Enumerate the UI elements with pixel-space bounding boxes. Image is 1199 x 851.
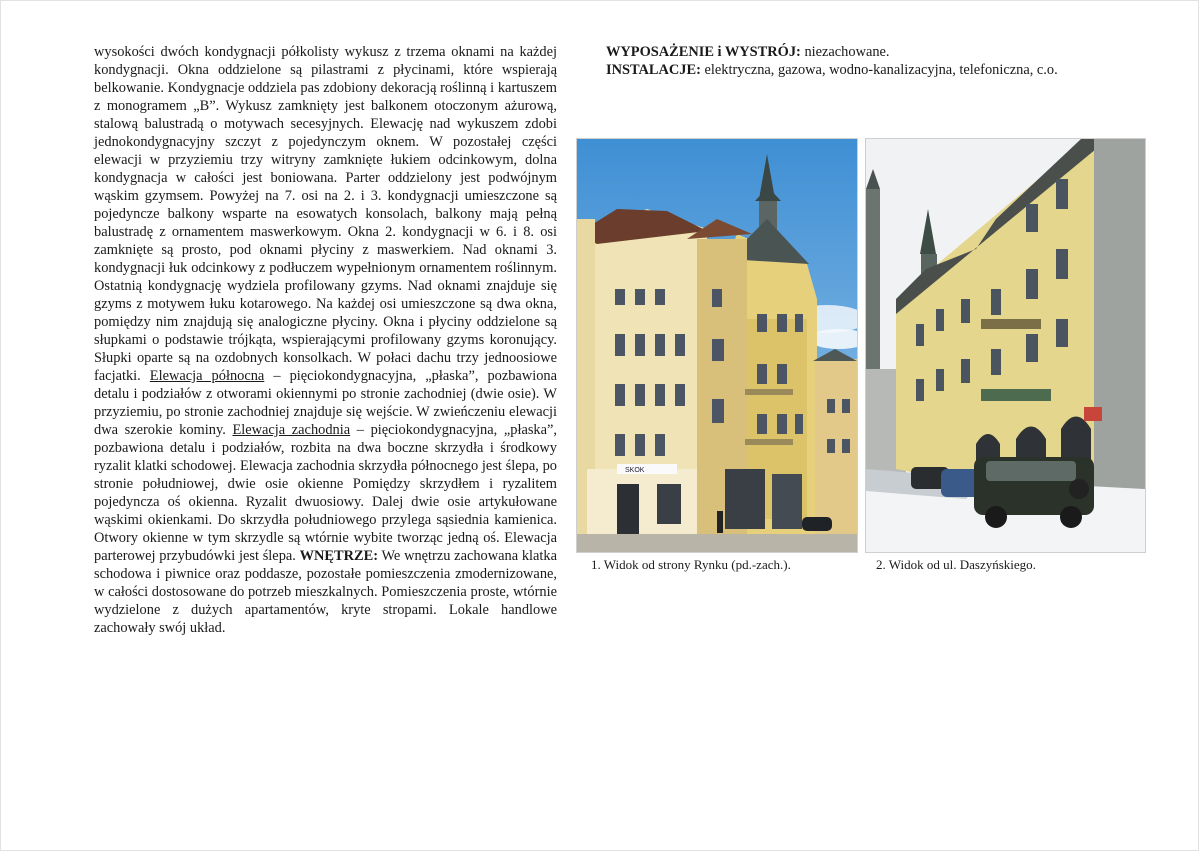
- photo-2-caption: 2. Widok od ul. Daszyńskiego.: [876, 557, 1036, 572]
- daszynskiego-view-image: [866, 139, 1145, 552]
- north-text: – pięciokondygnacyjna, „płaska”, pozbawiona detalu i podziałów z otworami okiennymi po stronie zachodniej (dwie osie). W przyziemiu, po stronie zachodniej znajduje się wejście. W zwieńczeniu elewacji dwa szerokie kominy.: [94, 368, 557, 438]
- equipment-line: [606, 43, 1066, 61]
- installations-value: elektryczna, gazowa, wodno-kanalizacyjna, telefoniczna, c.o.: [700, 62, 1058, 78]
- interior-heading: WNĘTRZE:: [299, 548, 379, 564]
- intro-text: wysokości dwóch kondygnacji półkolisty wykusz z trzema oknami na każdej kondygnacji. Okna oddzielone są pilastrami z płycinami, które wspierają belkowanie. Kondygnacje oddziela pas zdobiony dekoracją roślinną i kartuszem z monogramem „B”. Wykusz zamknięty jest balkonem otoczonym ażurową, stalową balustradą o motywach secesyjnych. Elewację nad wykuszem zdobi jednokondygnacyjny szczyt z pojedynczym oknem. W pozostałej części elewacji w przyziemiu trzy witryny zamknięte łukiem odcinkowym, dolna kondygnacja w całości jest boniowana. Parter oddzielony jest podwójnym wąskim gzymsem. Powyżej na 7. osi na 2. i 3. kondygnacji umieszczone są pojedyncze balkony wsparte na esowatych konsolach, balkony mają pełną balustradę z ornamentem maswerkowym. Okna 2. kondygnacji w 6. i 8. osi zamknięte są prosto, pod oknami płyciny z maswerkiem. Nad oknami 3. kondygnacji łuk odcinkowy z podłuczem wypełnionym ornamentem roślinnym. Ostatnią kondygnację wydziela profilowany gzyms. Nad oknami znajduje się gzyms z motywem łuku kotarowego. Na każdej osi umieszczone są dwa okna, pomiędzy nim znajdują się analogiczne płyciny. Okna i płyciny oddzielone są słupkami o podstawie trójkąta, wspierającymi profilowany gzyms koronujący. Słupki oparte są na ozdobnych konsolkach. W połaci dachu trzy jednoosiowe facjatki.: [94, 44, 557, 384]
- equipment-section: [606, 43, 1066, 79]
- north-heading: Elewacja północna: [149, 368, 265, 384]
- facade-description: [94, 43, 557, 637]
- installations-label: INSTALACJE:: [606, 62, 701, 78]
- equipment-label: WYPOSAŻENIE i WYSTRÓJ:: [606, 44, 801, 60]
- market-view-image: [577, 139, 857, 552]
- photo-daszynskiego-view: [865, 138, 1146, 553]
- photo-1-caption: 1. Widok od strony Rynku (pd.-zach.).: [591, 557, 791, 572]
- west-text: – pięciokondygnacyjna, „płaska”, pozbawiona detalu i podziałów, rozbita na dwa boczne skrzydła i środkowy ryzalit klatki schodowej. Elewacja zachodnia skrzydła północnego jest ślepa, po stronie południowej, dwie osie okienne Pomiędzy skrzydłem i ryzalitem pojedyncza oś okienna. Ryzalit dwuosiowy. Dalej dwie osie artykułowane wąskimi okienkami. Do skrzydła południowego przylega sąsiednia kamienica. Otwory okienne w tym skrzydle są wtórnie wybite tworząc jedną oś. Elewacja parterowej przybudówki jest ślepa.: [94, 422, 557, 564]
- west-heading: Elewacja zachodnia: [232, 422, 351, 438]
- interior-text: We wnętrzu zachowana klatka schodowa i piwnice oraz poddasze, pozostałe pomieszczenia zmodernizowane, w całości dostosowane do potrzeb mieszkalnych. Pomieszczenia proste, wtórnie wydzielone z dużych apartamentów, kryte stropami. Lokale handlowe zachowały swój układ.: [94, 548, 558, 636]
- description-column: [94, 43, 557, 637]
- photo-market-view: [576, 138, 858, 553]
- equipment-value: niezachowane.: [800, 44, 890, 60]
- shop-sign-text: SKOK: [625, 467, 645, 474]
- installations-line: [606, 61, 1066, 79]
